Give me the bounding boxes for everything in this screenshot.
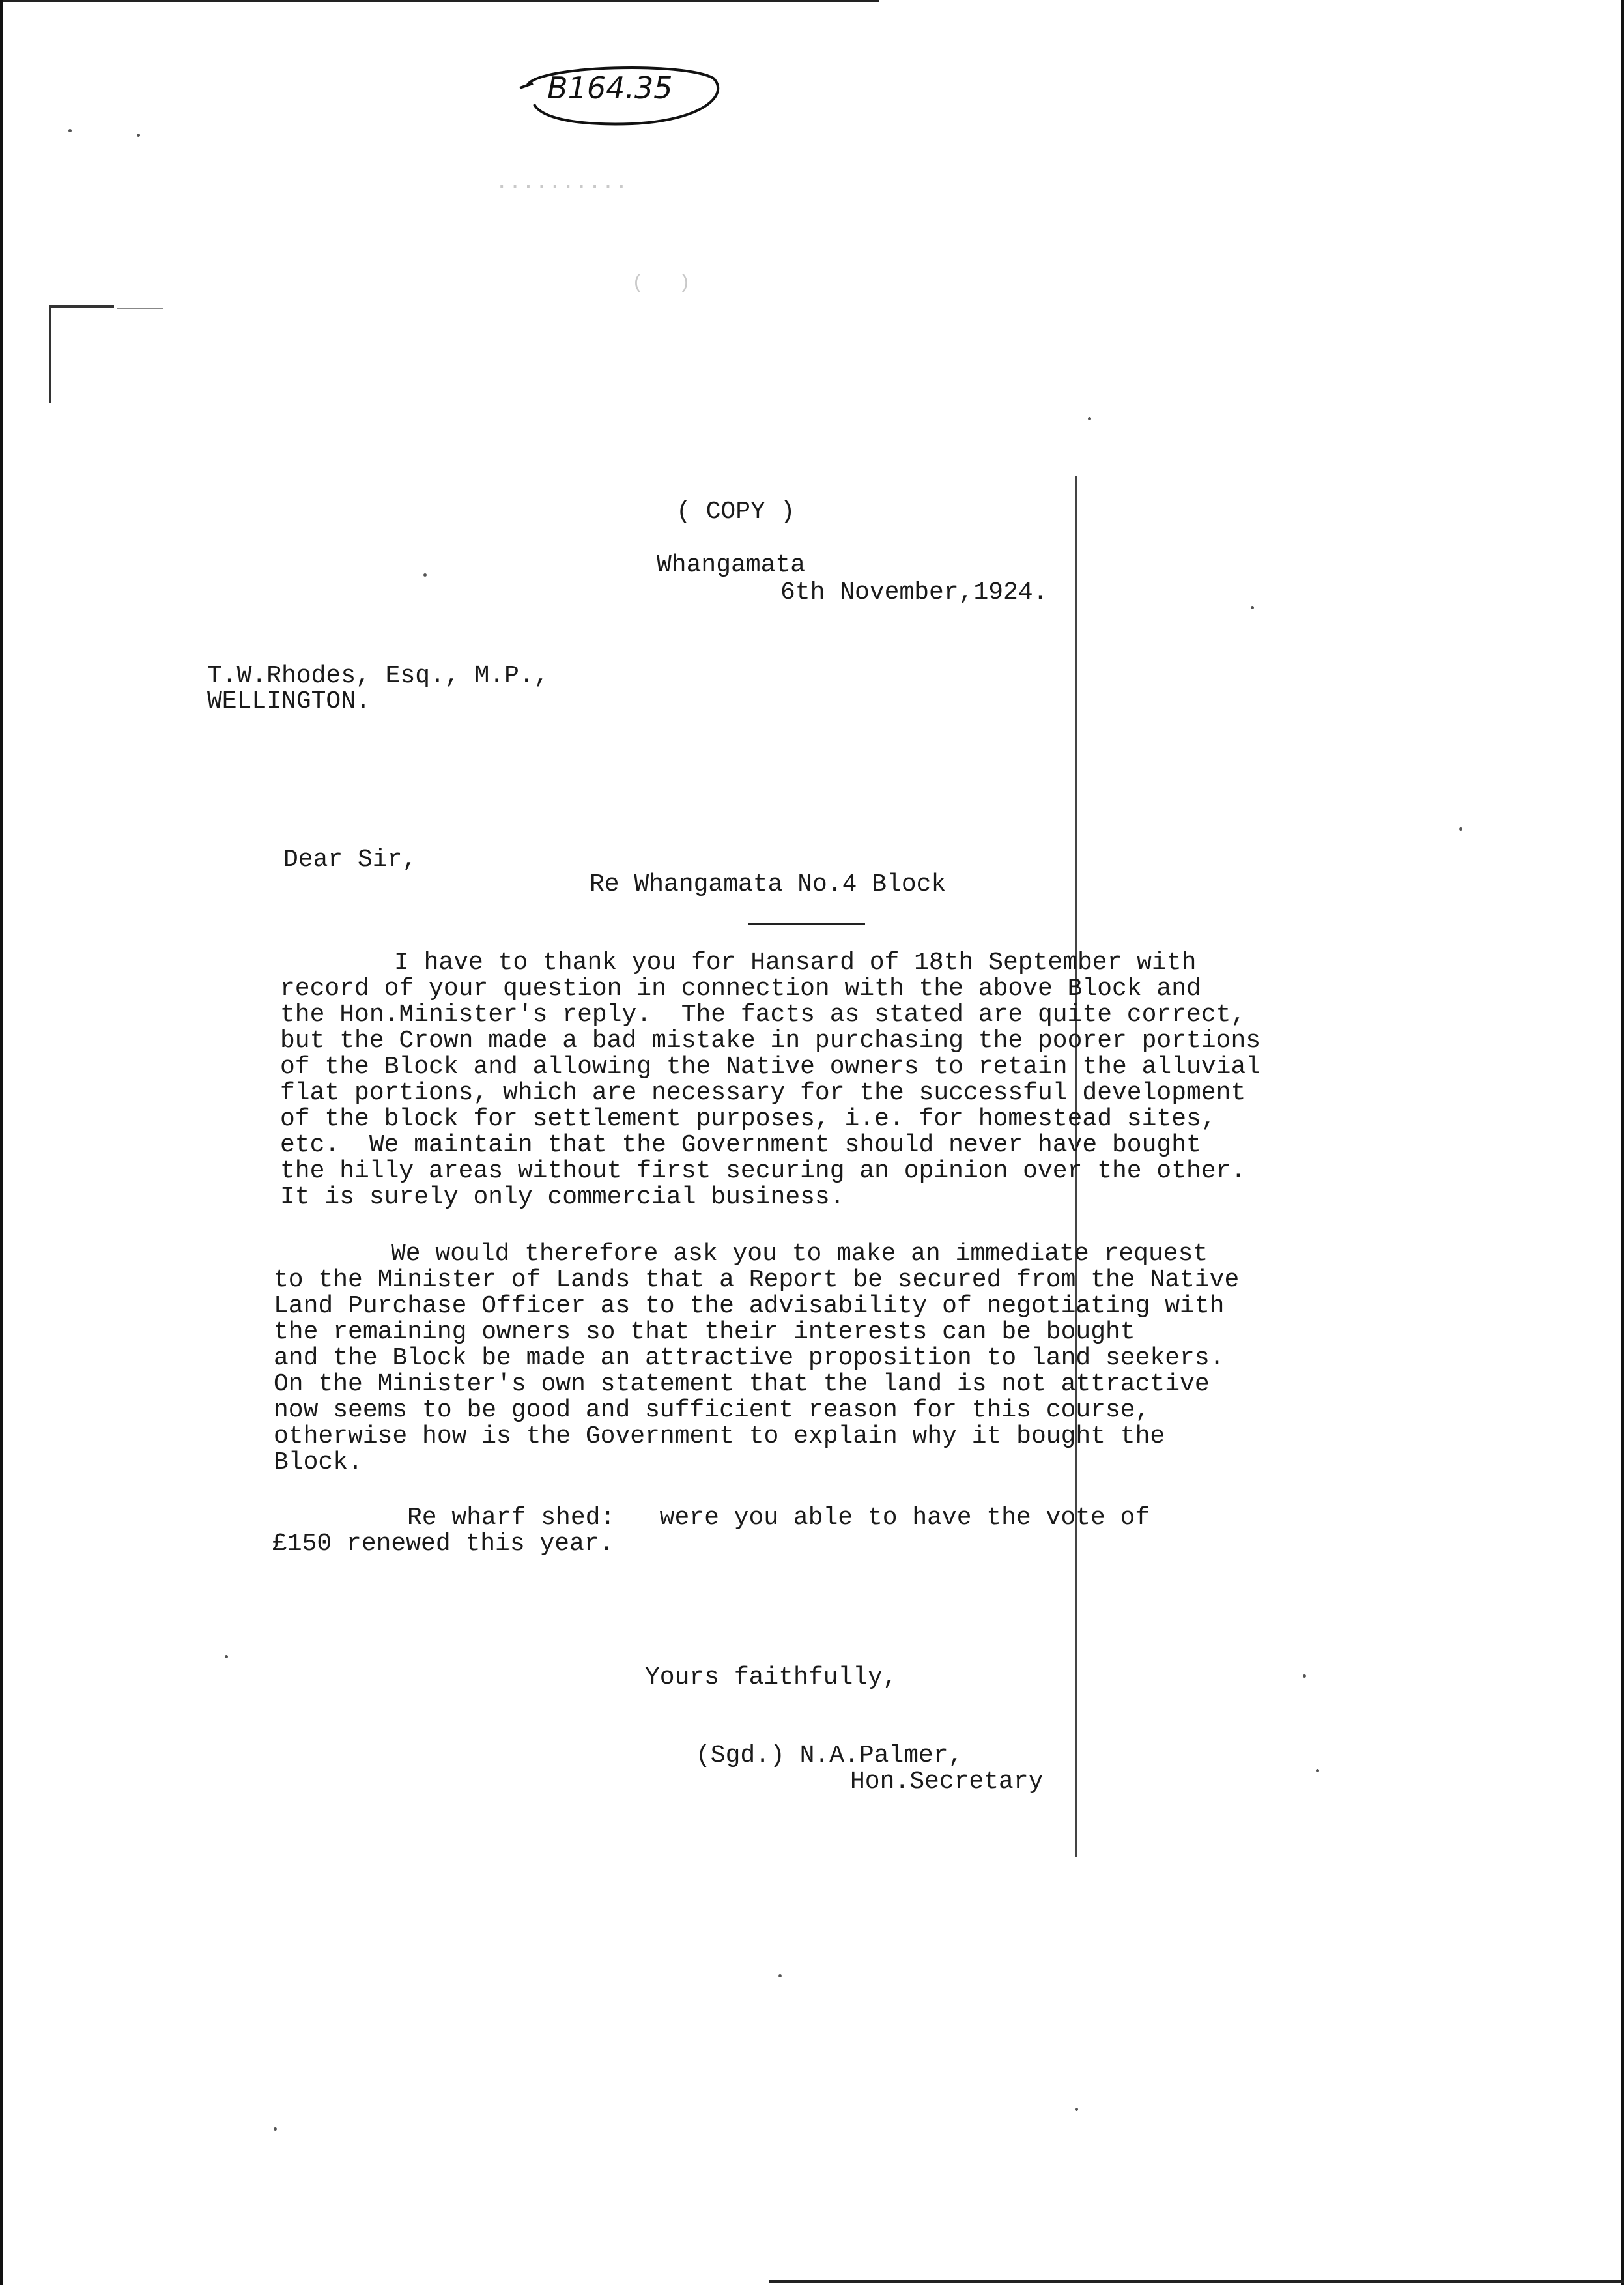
scan-edge-left: [0, 0, 3, 2285]
scan-edge-bottom: [769, 2280, 1624, 2283]
para1-line: but the Crown made a bad mistake in purchasing the poorer portions: [280, 1027, 1261, 1055]
para1-line: flat portions, which are necessary for the successful development: [280, 1079, 1246, 1107]
para2-line: We would therefore ask you to make an immediate request: [391, 1240, 1208, 1268]
para2-line: On the Minister's own statement that the land is not attractive: [274, 1370, 1210, 1398]
signature: (Sgd.) N.A.Palmer,: [696, 1742, 963, 1770]
para2-line: now seems to be good and sufficient reason for this course,: [274, 1396, 1150, 1424]
speck: [1075, 2108, 1078, 2111]
scan-edge-top: [0, 0, 879, 2]
speck: [1303, 1674, 1306, 1678]
para1-line: the Hon.Minister's reply. The facts as stated are quite correct,: [280, 1001, 1246, 1029]
signature-title: Hon.Secretary: [850, 1768, 1044, 1796]
para2-line: otherwise how is the Government to explain why it bought the: [274, 1422, 1165, 1450]
speck: [1459, 827, 1462, 831]
speck: [778, 1974, 782, 1977]
para1-line: It is surely only commercial business.: [280, 1183, 845, 1211]
para1-line: of the block for settlement purposes, i.e. for homestead sites,: [280, 1105, 1216, 1133]
place-line: Whangamata: [657, 551, 806, 579]
para2-line: Block.: [274, 1448, 363, 1476]
para1-line: the hilly areas without first securing an opinion over the other.: [280, 1157, 1246, 1185]
copy-label: ( COPY ): [676, 498, 795, 526]
scan-edge-right: [1621, 0, 1624, 2285]
para2-line: Land Purchase Officer as to the advisability of negotiating with: [274, 1292, 1225, 1320]
speck: [274, 2127, 277, 2131]
para2-line: the remaining owners so that their interests can be bought: [274, 1318, 1135, 1346]
speck: [1088, 417, 1091, 420]
para1-line: etc. We maintain that the Government should never have bought: [280, 1131, 1201, 1159]
speck: [1316, 1769, 1319, 1772]
para2-line: and the Block be made an attractive proposition to land seekers.: [274, 1344, 1225, 1372]
speck: [225, 1655, 228, 1658]
speck: [423, 573, 427, 577]
para1-line: record of your question in connection with the above Block and: [280, 975, 1201, 1003]
para3-line: £150 renewed this year.: [272, 1530, 614, 1558]
subject-line: Re Whangamata No.4 Block: [590, 870, 947, 898]
addressee-city: WELLINGTON.: [207, 687, 371, 715]
salutation: Dear Sir,: [283, 846, 418, 874]
para1-line: of the Block and allowing the Native owners to retain the alluvial: [280, 1053, 1261, 1081]
faded-header: ..........: [495, 171, 629, 195]
scan-dash: [117, 308, 163, 309]
corner-mark: [49, 305, 114, 308]
speck: [137, 134, 140, 137]
para3-line: Re wharf shed: were you able to have the vote of: [407, 1504, 1150, 1532]
closing: Yours faithfully,: [645, 1663, 898, 1691]
para1-line: I have to thank you for Hansard of 18th September with: [394, 949, 1197, 977]
subject-underline: [748, 923, 865, 925]
corner-mark-vertical: [49, 305, 51, 403]
date-line: 6th November,1924.: [780, 579, 1048, 607]
speck: [1251, 606, 1254, 609]
reference-mark: B164.35: [547, 70, 673, 106]
para2-line: to the Minister of Lands that a Report be secured from the Native: [274, 1266, 1240, 1294]
addressee-name: T.W.Rhodes, Esq., M.P.,: [207, 662, 549, 690]
speck: [68, 129, 72, 132]
faded-subheader: ( ): [632, 272, 691, 295]
